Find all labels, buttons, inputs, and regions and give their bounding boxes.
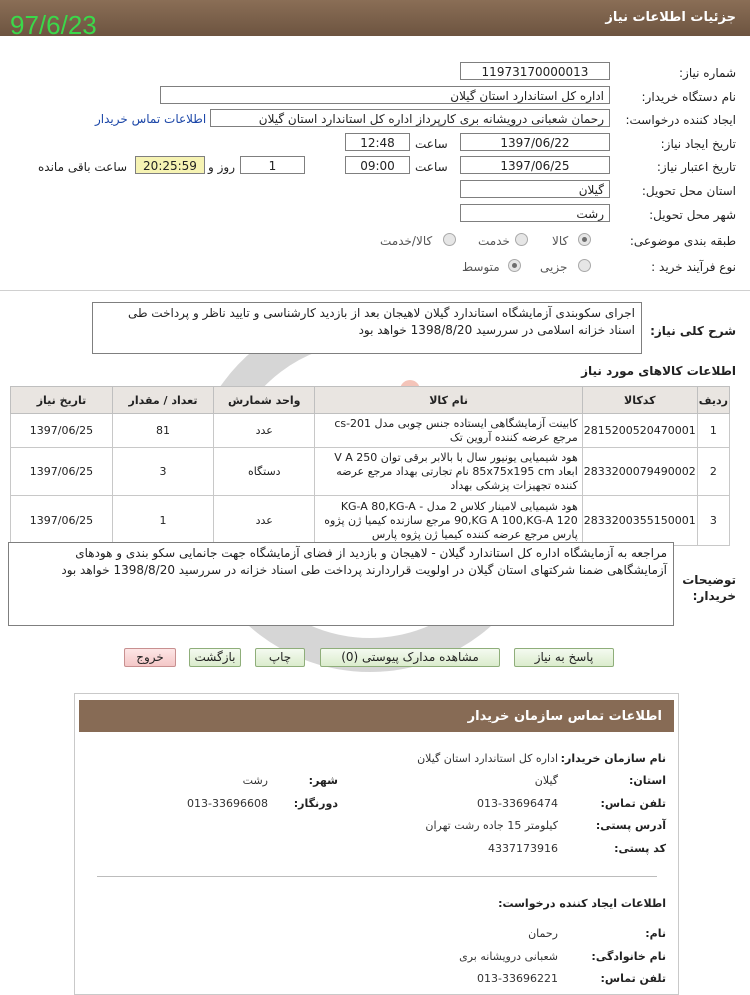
category-radio-service[interactable] xyxy=(515,233,528,246)
requester-field: رحمان شعبانی درویشانه بری کارپرداز اداره کل استاندارد استان گیلان xyxy=(210,109,610,127)
table-row xyxy=(11,496,730,546)
buyer-org-field: اداره کل استاندارد استان گیلان xyxy=(160,86,610,104)
divider xyxy=(0,290,750,291)
cell-code: 2815200520470001 xyxy=(582,414,697,448)
buyer-notes-label: توضیحات خریدار: xyxy=(682,573,736,603)
contact-phone-value: 013-33696474 xyxy=(477,797,558,810)
cell-unit: عدد xyxy=(214,496,315,546)
category-option-goods: کالا xyxy=(552,234,569,248)
address-label: آدرس پستی: xyxy=(595,819,666,832)
contact-province-value: گیلان xyxy=(534,774,558,787)
summary-label: شرح کلی نیاز: xyxy=(650,324,736,338)
category-label: طبقه بندی موضوعی: xyxy=(629,234,736,248)
postal-label: کد پستی: xyxy=(614,842,666,855)
validity-time-field: 09:00 xyxy=(345,156,410,174)
cell-row: 1 xyxy=(697,414,729,448)
card-divider xyxy=(97,876,657,877)
cell-row: 2 xyxy=(697,448,729,496)
category-option-service: خدمت xyxy=(478,234,510,248)
address-value: کیلومتر 15 جاده رشت تهران xyxy=(425,819,558,832)
requester-label: ایجاد کننده درخواست: xyxy=(625,113,736,127)
table-row xyxy=(11,414,730,448)
summary-text: اجرای سکوبندی آزمایشگاه استاندارد گیلان لاهیجان بعد از بازدید کارشناسی و تایید ناظر و پرداخت طی اسناد خزانه اسلامی در سررسید 1398/8/20 خواهد بود xyxy=(92,302,642,354)
col-unit: واحد شمارش xyxy=(214,387,315,414)
remaining-time-label: ساعت باقی مانده xyxy=(38,160,128,174)
need-number-field: 11973170000013 xyxy=(460,62,610,80)
date-stamp: 97/6/23 xyxy=(10,10,97,40)
table-row xyxy=(11,448,730,496)
cell-unit: دستگاه xyxy=(214,448,315,496)
creator-family-label: نام خانوادگی: xyxy=(591,950,666,963)
creator-phone-value: 013-33696221 xyxy=(477,972,558,985)
cell-qty: 81 xyxy=(112,414,213,448)
process-option-minor: جزیی xyxy=(540,260,568,274)
buyer-notes-text: مراجعه به آزمایشگاه اداره کل استاندارد گیلان - لاهیجان و بازدید از فضای آزمایشگاه جهت جانمایی سکو بندی و هودهای آزمایشگاهی ضمنا شرکتهای استان گیلان در اولویت قراردارند پرداخت طی اسناد خزانه در سررسید 1398/8/20 خواهد بود xyxy=(8,542,674,626)
remaining-days-label: روز و xyxy=(208,160,235,174)
org-value: اداره کل استاندارد استان گیلان xyxy=(417,752,558,765)
category-option-both: کالا/خدمت xyxy=(380,234,433,248)
attachments-button[interactable]: مشاهده مدارک پیوستی (0) xyxy=(320,648,500,667)
org-label: نام سازمان خریدار: xyxy=(560,752,666,765)
cell-unit: عدد xyxy=(214,414,315,448)
cell-qty: 3 xyxy=(112,448,213,496)
validity-time-label: ساعت xyxy=(415,160,448,174)
items-table xyxy=(10,386,730,546)
col-row: ردیف xyxy=(697,387,729,414)
category-radio-goods[interactable] xyxy=(578,233,591,246)
validity-date-field: 1397/06/25 xyxy=(460,156,610,174)
created-time-field: 12:48 xyxy=(345,133,410,151)
cell-date: 1397/06/25 xyxy=(11,448,113,496)
reply-button[interactable]: پاسخ به نیاز xyxy=(514,648,614,667)
buyer-org-label: نام دستگاه خریدار: xyxy=(641,90,736,104)
items-table-header xyxy=(11,387,730,414)
process-option-medium: متوسط xyxy=(462,260,500,274)
validity-date-label: تاریخ اعتبار نیاز: xyxy=(656,160,736,174)
items-section-title: اطلاعات کالاهای مورد نیاز xyxy=(581,364,736,378)
remaining-days-field: 1 xyxy=(240,156,305,174)
cell-code: 2833200355150001 xyxy=(582,496,697,546)
province-field: گیلان xyxy=(460,180,610,198)
cell-date: 1397/06/25 xyxy=(11,414,113,448)
cell-qty: 1 xyxy=(112,496,213,546)
creator-family-value: شعبانی درویشانه بری xyxy=(459,950,558,963)
created-date-label: تاریخ ایجاد نیاز: xyxy=(660,137,736,151)
created-date-field: 1397/06/22 xyxy=(460,133,610,151)
page-title: جزئیات اطلاعات نیاز xyxy=(605,10,736,25)
city-field: رشت xyxy=(460,204,610,222)
contact-fax-label: دورنگار: xyxy=(293,797,338,810)
col-date: تاریخ نیاز xyxy=(11,387,113,414)
cell-name: هود شیمیایی یونیور سال با بالابر برقی توان 250 V A ابعاد 85x75x195 cm نام تجارتی بهداد مرجع عرضه کننده تجهیزات پزشکی بهداد xyxy=(315,448,582,496)
process-radio-minor[interactable] xyxy=(578,259,591,272)
creator-section-title: اطلاعات ایجاد کننده درخواست: xyxy=(498,897,666,910)
cell-name: هود شیمیایی لامینار کلاس 2 مدل - KG-A 80,KG-A 90,KG A 100,KG-A 120 مرجع سازنده کیمیا ژن پژوه پارس مرجع عرضه کننده کیمیا ژن پژوه پارس xyxy=(315,496,582,546)
cell-date: 1397/06/25 xyxy=(11,496,113,546)
col-name: نام کالا xyxy=(315,387,582,414)
contact-card-header xyxy=(79,700,674,732)
cell-row: 3 xyxy=(697,496,729,546)
contact-city-label: شهر: xyxy=(308,774,338,787)
buyer-contact-link[interactable]: اطلاعات تماس خریدار xyxy=(95,112,207,126)
contact-phone-label: تلفن تماس: xyxy=(600,797,666,810)
contact-fax-value: 013-33696608 xyxy=(187,797,268,810)
city-label: شهر محل تحویل: xyxy=(649,208,736,222)
contact-card xyxy=(74,693,679,995)
remaining-time-field: 20:25:59 xyxy=(135,156,205,174)
cell-code: 2833200079490002 xyxy=(582,448,697,496)
col-qty: تعداد / مقدار xyxy=(112,387,213,414)
postal-value: 4337173916 xyxy=(488,842,558,855)
exit-button[interactable]: خروج xyxy=(124,648,176,667)
category-radio-both[interactable] xyxy=(443,233,456,246)
process-radio-medium[interactable] xyxy=(508,259,521,272)
contact-card-title: اطلاعات تماس سازمان خریدار xyxy=(467,709,662,724)
created-time-label: ساعت xyxy=(415,137,448,151)
creator-name-value: رحمان xyxy=(528,927,558,940)
contact-city-value: رشت xyxy=(242,774,268,787)
creator-phone-label: تلفن تماس: xyxy=(600,972,666,985)
col-code: کدکالا xyxy=(582,387,697,414)
back-button[interactable]: بازگشت xyxy=(189,648,241,667)
process-label: نوع فرآیند خرید : xyxy=(651,260,736,274)
need-number-label: شماره نیاز: xyxy=(679,66,736,80)
cell-name: کابینت آزمایشگاهی ایستاده جنس چوبی مدل cs-201 مرجع عرضه کننده آروین تک xyxy=(315,414,582,448)
print-button[interactable]: چاپ xyxy=(255,648,305,667)
province-label: استان محل تحویل: xyxy=(641,184,736,198)
creator-name-label: نام: xyxy=(645,927,666,940)
contact-province-label: استان: xyxy=(629,774,666,787)
